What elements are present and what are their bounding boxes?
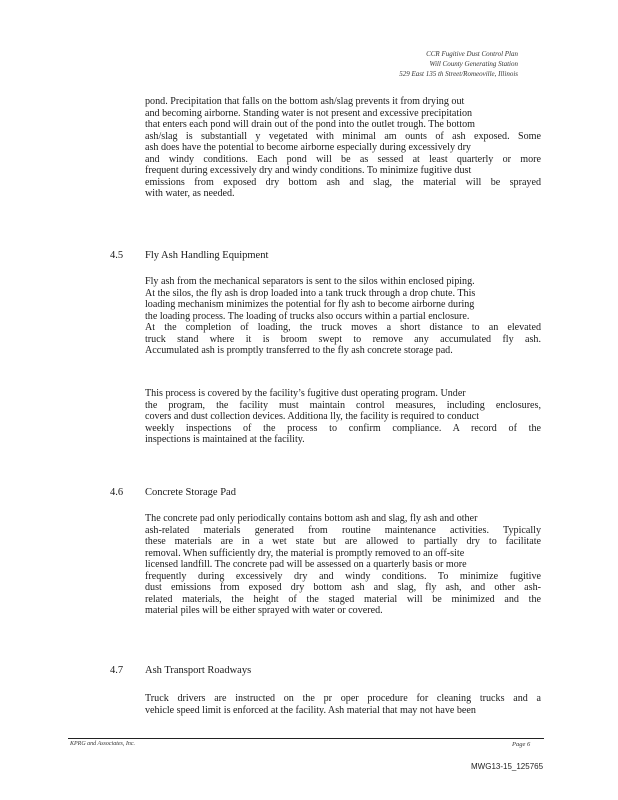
text-line: pond. Precipitation that falls on the bottom ash/slag prevents it from drying out — [145, 96, 465, 107]
text-line: the loading process. The loading of trucks also occurs within a partial enclosure. — [145, 310, 470, 322]
header-plan-title: CCR Fugitive Dust Control Plan — [426, 50, 518, 58]
text-line: with water, as needed. — [145, 188, 235, 199]
section-paragraph — [145, 693, 541, 716]
section-title: Ash Transport Roadways — [145, 665, 252, 676]
text-line: ash-related materials generated from routine maintenance activities. Typically — [145, 524, 541, 536]
document-id-stamp: MWG13-15_125765 — [471, 762, 544, 771]
text-line: Accumulated ash is promptly transferred to the fly ash concrete storage pad. — [145, 345, 453, 356]
text-line: inspections is maintained at the facility. — [145, 434, 305, 445]
section-title: Fly Ash Handling Equipment — [145, 250, 269, 261]
section-number: 4.5 — [110, 250, 124, 261]
text-line: At the silos, the fly ash is drop loaded into a tank truck through a drop chute. This — [145, 287, 476, 299]
text-line: loading mechanism minimizes the potential for fly ash to become airborne during — [145, 299, 475, 310]
section-title: Concrete Storage Pad — [145, 487, 236, 498]
section-paragraph — [145, 388, 541, 446]
text-line: licensed landfill. The concrete pad will be assessed on a quarterly basis or more — [145, 559, 467, 570]
text-line: ash does have the potential to become airborne especially during excessively dry — [145, 142, 471, 153]
text-line: these materials are in a wet state but are allowed to partially dry to facilitate — [145, 536, 541, 547]
text-line: vehicle speed limit is enforced at the facility. Ash material that may not have been — [145, 704, 476, 716]
footer-divider — [68, 738, 544, 739]
section-paragraph — [145, 513, 541, 617]
text-line: covers and dust collection devices. Additiona lly, the facility is required to conduct — [145, 411, 480, 422]
footer-company: KPRG and Associates, Inc. — [70, 741, 136, 747]
text-line: and becoming airborne. Standing water is not present and excessive precipitation — [145, 107, 473, 119]
text-line: related materials, the height of the staged material will be minimized and the — [145, 593, 541, 605]
text-line: that enters each pond will drain out of the pond into the outlet trough. The bottom — [145, 119, 476, 130]
text-line: dust emissions from exposed dry bottom ash and slag, fly ash, and other ash- — [145, 582, 541, 593]
text-line: emissions from exposed dry bottom ash and slag, the material will be sprayed — [145, 176, 541, 188]
text-line: Truck drivers are instructed on the pr oper procedure for cleaning trucks and a — [145, 693, 541, 704]
text-line: and windy conditions. Each pond will be as sessed at least quarterly or more — [145, 153, 541, 165]
text-line: frequent during excessively dry and windy conditions. To minimize fugitive dust — [145, 165, 472, 176]
footer-page-number: Page 6 — [512, 741, 531, 748]
text-line: This process is covered by the facility’s fugitive dust operating program. Under — [145, 388, 466, 399]
text-line: Fly ash from the mechanical separators is sent to the silos within enclosed piping. — [145, 276, 475, 287]
text-line: the program, the facility must maintain control measures, including enclosures, — [145, 399, 541, 411]
text-line: weekly inspections of the process to confirm compliance. A record of the — [145, 422, 541, 434]
section-number: 4.6 — [110, 487, 124, 498]
header-station-name: Will County Generating Station — [429, 60, 518, 68]
intro-paragraph — [145, 96, 541, 200]
text-line: truck stand where it is broom swept to remove any accumulated fly ash. — [145, 333, 541, 345]
text-line: frequently during excessively dry and windy conditions. To minimize fugitive — [145, 570, 541, 582]
header-address: 529 East 135 th Street/Romeoville, Illinois — [399, 70, 518, 78]
text-line: ash/slag is substantiall y vegetated with minimal am ounts of ash exposed. Some — [145, 130, 541, 142]
text-line: The concrete pad only periodically contains bottom ash and slag, fly ash and other — [145, 513, 478, 524]
section-number: 4.7 — [110, 665, 124, 676]
text-line: material piles will be either sprayed with water or covered. — [145, 605, 383, 616]
text-line: removal. When sufficiently dry, the material is promptly removed to an off-site — [145, 547, 465, 559]
text-line: At the completion of loading, the truck moves a short distance to an elevated — [145, 322, 541, 333]
section-paragraph — [145, 276, 541, 357]
